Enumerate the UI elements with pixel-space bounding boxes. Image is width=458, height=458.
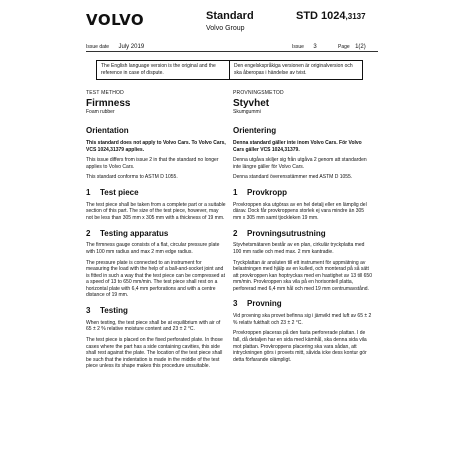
issue-meta [292,44,317,50]
swedish-column [233,90,373,367]
section-paragraph: When testing, the test piece shall be at equilibrium with air of 65 ± 2 % relative moisture content and 23 ± 2 °C. [86,319,221,333]
page-meta [338,44,366,50]
standard-number-suffix: ,3137 [345,12,366,21]
doc-type-caption: TEST METHOD [86,90,124,96]
english-column [86,90,226,374]
section-number: 1 [233,187,238,197]
page-value: 1(2) [355,44,366,50]
orientation-paragraph: This issue differs from issue 2 in that the standard no longer applies to Volvo Cars. [86,157,219,170]
orientation-heading: Orientering [233,126,277,136]
orientation-paragraph: Denna utgåva skiljer sig från utgåva 2 genom att standarden inte längre gäller för Volvo Cars. [233,157,367,170]
orientation-heading: Orientation [86,126,129,136]
doc-title: Firmness [86,97,131,109]
section-number: 3 [86,306,91,316]
section-paragraph: Provkroppen ska utgöras av en hel detalj eller en lämplig del därav. Dock får provkroppens storlek ej vara mindre än 305 mm x 305 mm samt tjockleken 19 mm. [233,201,367,221]
section-title: Provning [247,299,282,309]
section-number: 2 [86,228,91,238]
orientation-notice: Denna standard gäller inte inom Volvo Cars. För Volvo Cars gäller VCS 1024,31379. [233,139,362,153]
section-number: 1 [86,187,91,197]
section-title: Testing [100,306,128,316]
header-divider [86,51,378,52]
orientation-notice: This standard does not apply to Volvo Cars. To Volvo Cars, VCS 1024,31379 applies. [86,139,226,153]
orientation-paragraph: This standard conforms to ASTM D 1055. [86,174,178,181]
section-heading-provningsutrustning [233,230,373,239]
standard-number-main: STD 1024 [296,10,346,22]
section-heading-testing-apparatus [86,230,226,239]
section-paragraph: Vid provning ska provet befinna sig i jämvikt med luft av 65 ± 2 % relativ fukthalt och 23 ± 2 °C. [233,313,372,326]
issue-label: Issue [292,44,304,50]
notice-box-english: The English language version is the original and the reference in case of dispute. [96,60,230,80]
doc-subtitle: Skumgummi [233,108,261,115]
section-paragraph: The pressure plate is connected to an instrument for measuring the load with the help of a ball-and-socket joint and is fitted in such a way that the test piece can be compressed at a speed of 13 to 650 mm/min. The test piece shall rest on a horizontal plate with 6,4 mm perforations and with a centre distance of 19 mm. [86,259,225,299]
section-heading-provkropp [233,189,373,198]
doc-type-caption: PROVNINGSMETOD [233,90,284,96]
page-label: Page [338,44,350,50]
section-heading-test-piece [86,189,226,198]
section-paragraph: Styvhetsmätaren består av en plan, cirkulär tryckplatta med 100 mm radie och med max. 2 mm kantradie. [233,242,365,255]
notice-box-swedish: Den engelskspråkiga versionen är originalversion och ska åberopas i händelse av tvist. [229,60,363,80]
section-number: 3 [233,299,238,309]
section-title: Testing apparatus [100,228,169,238]
section-paragraph: Tryckplattan är ansluten till ett instrument för uppmätning av belastningen med hjälp av en kulled, och monterad på så sätt att provkroppen kan hoptryckas med en hastighet av 13 till 650 mm/min. Provkroppen ska vila på en horisontell platta, perforerad med 6,4 mm hål och med 19 mm centrumavstånd. [233,259,372,292]
orientation-paragraph: Denna standard överensstämmer med ASTM D 1055. [233,174,353,181]
doc-subtitle: Foam rubber [86,108,115,115]
volvo-logo: VOLVO [86,11,145,29]
standard-number [296,10,366,22]
standard-label: Standard [206,10,254,22]
section-number: 2 [233,228,238,238]
section-paragraph: The firmness gauge consists of a flat, circular pressure plate with 100 mm radius and max 2 mm edge radius. [86,242,220,255]
section-title: Provkropp [247,187,288,197]
section-paragraph: The test piece is placed on the fixed perforated plate. In those cases where the part has a side containing cavities, this side shall rest against the plate. The location of the test piece shall be such that the indentation is made in the middle of the test piece unless its shape makes this procedure unsuitable. [86,337,223,370]
section-paragraph: Provkroppen placeras på den fasta perforerade plattan. I de fall, då detaljen har en sida med kämhål, ska denna sida vila mot plattan. Provkroppens placering ska vara sådan, att intryckningen görs i provets mitt, såvida icke dess kontur gör detta förfarande olämpligt. [233,330,367,363]
section-title: Test piece [100,187,139,197]
section-paragraph: The test piece shall be taken from a complete part or a suitable section of this part. The size of the test piece, however, may not be less than 305 mm x 305 mm with a thickness of 19 mm. [86,201,226,221]
issue-value: 3 [313,44,317,50]
doc-title: Styvhet [233,97,270,109]
group-label: Volvo Group [206,25,245,32]
issue-date-meta [86,44,144,50]
section-title: Provningsutrustning [247,228,326,238]
section-heading-provning [233,300,373,309]
section-heading-testing [86,307,226,316]
issue-date-label: Issue date [86,44,110,50]
issue-date-value: July 2019 [118,44,145,50]
